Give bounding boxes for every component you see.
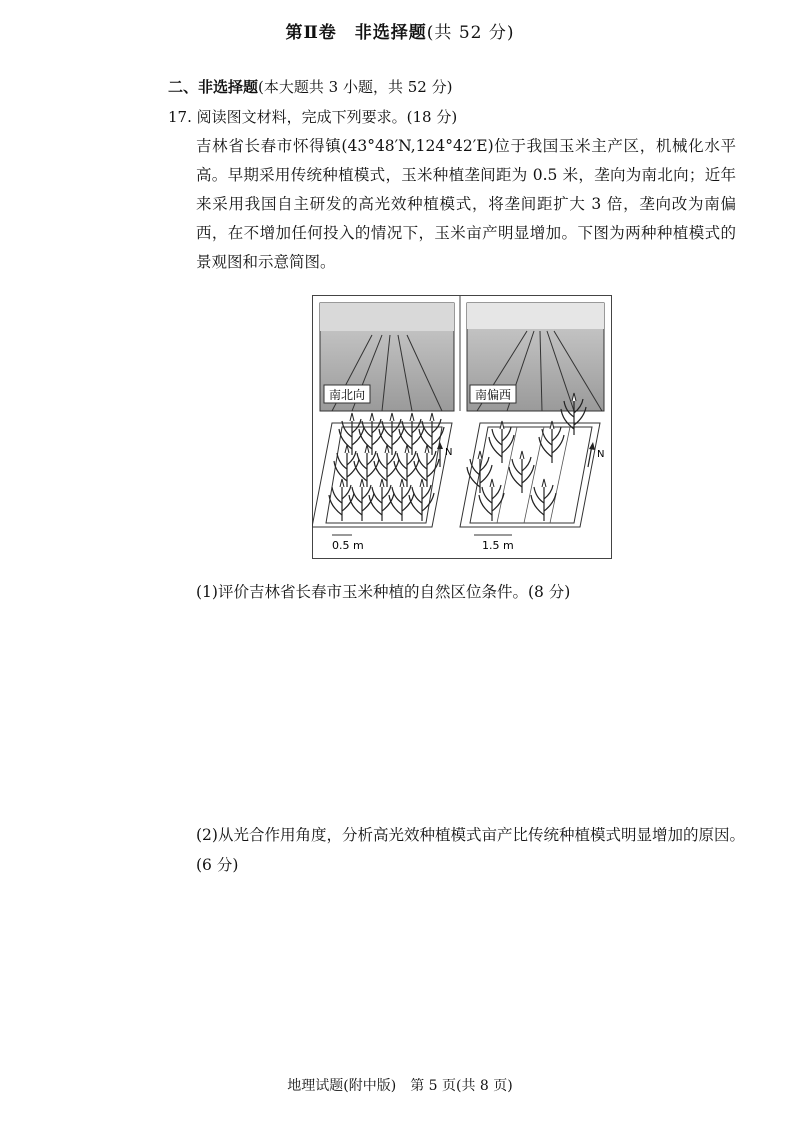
sub-question-1: (1)评价吉林省长春市玉米种植的自然区位条件。(8 分) [196,583,571,601]
sub-question-2: (2)从光合作用角度，分析高光效种植模式亩产比传统种植模式明显增加的原因。(6 分) [196,826,745,874]
question-17-material: 吉林省长春市怀得镇(43°48′N,124°42′E)位于我国玉米主产区，机械化水平高。早期采用传统种植模式，玉米种植垄间距为 0.5 米，垄向为南北向；近年来采用我国自主研发的高光效种植模式，将垄间距扩大 3 倍，垄向改为南偏西，在不增加任何投入的情况下，玉米亩产明显增加。下图为两种种植模式的景观图和示意简图。 [196,137,736,271]
label-south-west: 南偏西 [474,388,512,402]
page-footer: 地理试题(附中版) 第 5 页(共 8 页) [287,1078,513,1094]
page-title [0,18,800,43]
north-label-right: N [597,449,605,460]
title-note: (共 52 分) [426,23,515,43]
section-note: (本大题共 3 小题，共 52 分) [258,78,453,96]
planting-figure [312,295,612,559]
question-17-label: 17. 阅读图文材料，完成下列要求。(18 分) [168,108,458,126]
section-heading [168,76,452,97]
section-heading-main: 二、非选择题 [168,78,259,96]
title-main: 第Ⅱ卷 非选择题 [285,23,427,43]
label-north-south: 南北向 [328,388,366,402]
north-label-left: N [445,447,453,458]
scale-left: 0.5 m [332,539,364,552]
scale-right: 1.5 m [482,539,514,552]
